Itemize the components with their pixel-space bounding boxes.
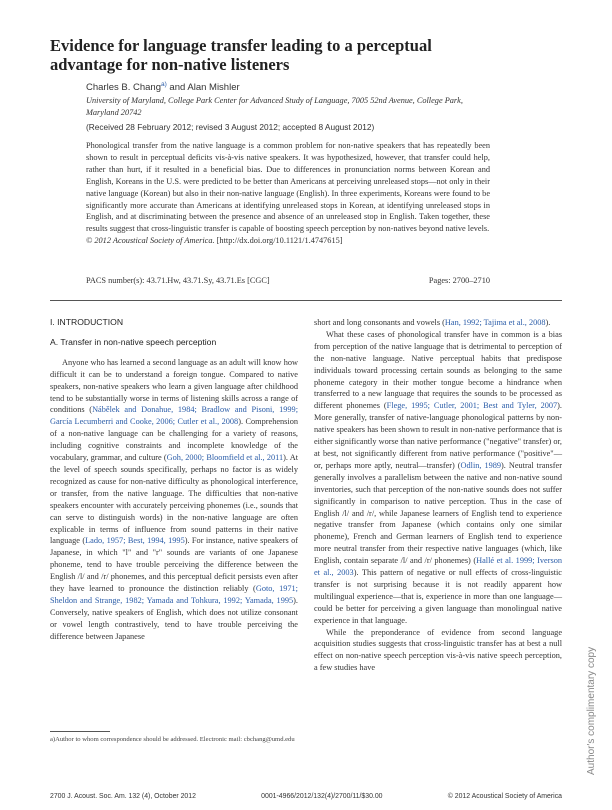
page-footer	[50, 793, 562, 800]
body-paragraph: What these cases of phonological transfer have in common is a bias from perception of the native language that is detrimental to perception of the non-native language. Native perceptual habits that predispose individuals toward processing certain sounds as belonging to the same phoneme category in their mother tongue become a hindrance when transferred to a new language that requires the sounds to be processed as different phonemes (Flege, 1995; Cutler, 2001; Best and Tyler, 2007). More generally, transfer of native-language phonological patterns by non-native speakers has been shown to result in non-native performance that is either significantly worse than native performance ("negative" transfer) or, at best, not significantly different from native performance ("positive"—or, perhaps more aptly, neutral—transfer) (Odlin, 1989). Neutral transfer generally involves a parallelism between the native and non-native sound inventories, such that perception of the non-native sounds does not suffer significantly in comparison to native perception. Thus in the case of English /l/ and /r/, while Japanese learners of English tend to experience negative transfer from Japanese (which contains only one similar phoneme), French and German learners of English tend to experience more neutral transfer from their respective native languages (which, like English, contain separate /l/ and /r/ phonemes) (Hallé et al. 1999; Iverson et al., 2003). This pattern of negative or null effects of cross-linguistic transfer is not surprising because it is not readily apparent how multilingual experience—that is, experience in more than one language—could be better for perceiving a given language than monolingual native experience in that language.	[314, 329, 563, 625]
journal-citation: 2700 J. Acoust. Soc. Am. 132 (4), October 2012	[50, 793, 196, 800]
citation-link[interactable]: Odlin, 1989	[460, 460, 502, 470]
citation-link[interactable]: Hallé et al. 1999; Iverson et al., 2003	[314, 556, 562, 578]
pacs-line	[86, 276, 490, 285]
right-column	[314, 317, 562, 674]
citation-link[interactable]: Flege, 1995; Cutler, 2001; Best and Tyler, 2007	[386, 401, 558, 411]
intro-paragraph: Anyone who has learned a second language as an adult will know how difficult it can be to understand a foreign tongue. Compared to native speakers, non-native speakers who learn a given language after childhood tend to be substantially worse in terms of listening skills across a range of conditions (Nábělek and Donahue, 1984; Bradlow and Pisoni, 1999; García Lecumberri and Cooke, 2006; Cutler et al., 2008). Comprehension of a non-native language can be challenging for a variety of reasons, including cognitive constraints and incomplete knowledge of the vocabulary, grammar, and culture (Goh, 2000; Bloomfield et al., 2011). At the level of speech sounds specifically, perhaps no factor is as widely recognized as cause for non-native difficulty as phonological interference, or transfer, from the native language. The difficulties that non-native speakers encounter with accurately perceiving phonemes (i.e., sounds that can serve to distinguish words) in the non-native language are often explicable in terms of influence from sound patterns in their native language (Lado, 1957; Best, 1994, 1995). For instance, native speakers of Japanese, in which "l" and "r" sounds are variants of one Japanese phoneme, tend to have trouble perceiving the difference between the English /l/ and /r/ phonemes, and this perceptual deficit persists even after they have learned to pronounce the distinction reliably (Goto, 1971; Sheldon and Strange, 1982; Yamada and Tohkura, 1992; Yamada, 1995). Conversely, native speakers of English, which does not utilize consonant or vowel length contrastively, tend to have trouble perceiving the difference between Japanese	[50, 357, 299, 641]
received-dates: (Received 28 February 2012; revised 3 August 2012; accepted 8 August 2012)	[86, 122, 375, 132]
paper-title: Evidence for language transfer leading to a perceptual advantage for non-native listeners	[50, 36, 432, 74]
left-column	[50, 317, 298, 643]
author-line	[86, 81, 240, 93]
section-heading: I. INTRODUCTION	[50, 317, 124, 327]
header-divider	[50, 300, 562, 301]
copyright-notice: © 2012 Acoustical Society of America.	[86, 236, 215, 246]
affiliation: University of Maryland, College Park Center for Advanced Study of Language, 7005 52nd Avenue, College Park, Maryland 20742	[86, 96, 463, 117]
issn-line: 0001-4966/2012/132(4)/2700/11/$30.00	[261, 793, 383, 800]
side-watermark: Author's complimentary copy	[586, 646, 597, 775]
citation-link[interactable]: Han, 1992; Tajima et al., 2008	[444, 318, 546, 327]
abstract-text: Phonological transfer from the native language is a common problem for non-native speakers that has repeatedly been shown to result in perceptual deficits vis-à-vis native speakers. It was hypothesized, however, that transfer could help, rather than hurt, if it resulted in a beneficial bias. Due to differences in pronunciation norms between Korean and English, Koreans in the U.S. were predicted to be better than Americans at perceiving unreleased stops—not only in their native language (Korean) but also in their non-native language (English). In three experiments, Koreans were found to be significantly more accurate than Americans at identifying unreleased stops in Korean, at identifying unreleased stops in English, and at discriminating between the presence and absence of an unreleased stop in English. Taken together, these results suggest that cross-linguistic transfer is capable of boosting speech perception by non-natives beyond native levels.	[86, 141, 490, 234]
page-range: Pages: 2700–2710	[428, 276, 490, 285]
doi-link[interactable]: [http://dx.doi.org/10.1121/1.4747615]	[214, 236, 343, 246]
citation-link[interactable]: Goh, 2000; Bloomfield et al., 2011	[166, 453, 284, 463]
continued-paragraph: short and long consonants and vowels (Han, 1992; Tajima et al., 2008).	[314, 318, 551, 327]
citation-link[interactable]: Nábělek and Donahue, 1984; Bradlow and Pisoni, 1999; García Lecumberri and Cooke, 2006; Cutler et al., 2008	[50, 405, 298, 427]
citation-link[interactable]: Goto, 1971; Sheldon and Strange, 1982; Yamada and Tohkura, 1992; Yamada, 1995	[50, 584, 298, 605]
footnote: a)Author to whom correspondence should be addressed. Electronic mail: cbchang@umd.edu	[50, 736, 295, 743]
second-author: and Alan Mishler	[166, 82, 240, 94]
footer-copyright: © 2012 Acoustical Society of America	[447, 793, 562, 800]
author-footnote-mark[interactable]: a)	[160, 81, 167, 88]
subsection-heading: A. Transfer in non-native speech perception	[50, 336, 217, 347]
abstract	[86, 140, 490, 247]
citation-link[interactable]: Lado, 1957; Best, 1994, 1995	[85, 536, 185, 546]
pacs-numbers: PACS number(s): 43.71.Hw, 43.71.Sy, 43.71.Es [CGC]	[86, 276, 270, 285]
first-author: Charles B. Chang	[86, 82, 161, 94]
footnote-divider	[50, 731, 110, 732]
body-paragraph: While the preponderance of evidence from second language acquisition studies suggests that cross-linguistic transfer has at best a null effect on non-native speech perception vis-à-vis native speech perception, a few studies have	[314, 627, 562, 673]
